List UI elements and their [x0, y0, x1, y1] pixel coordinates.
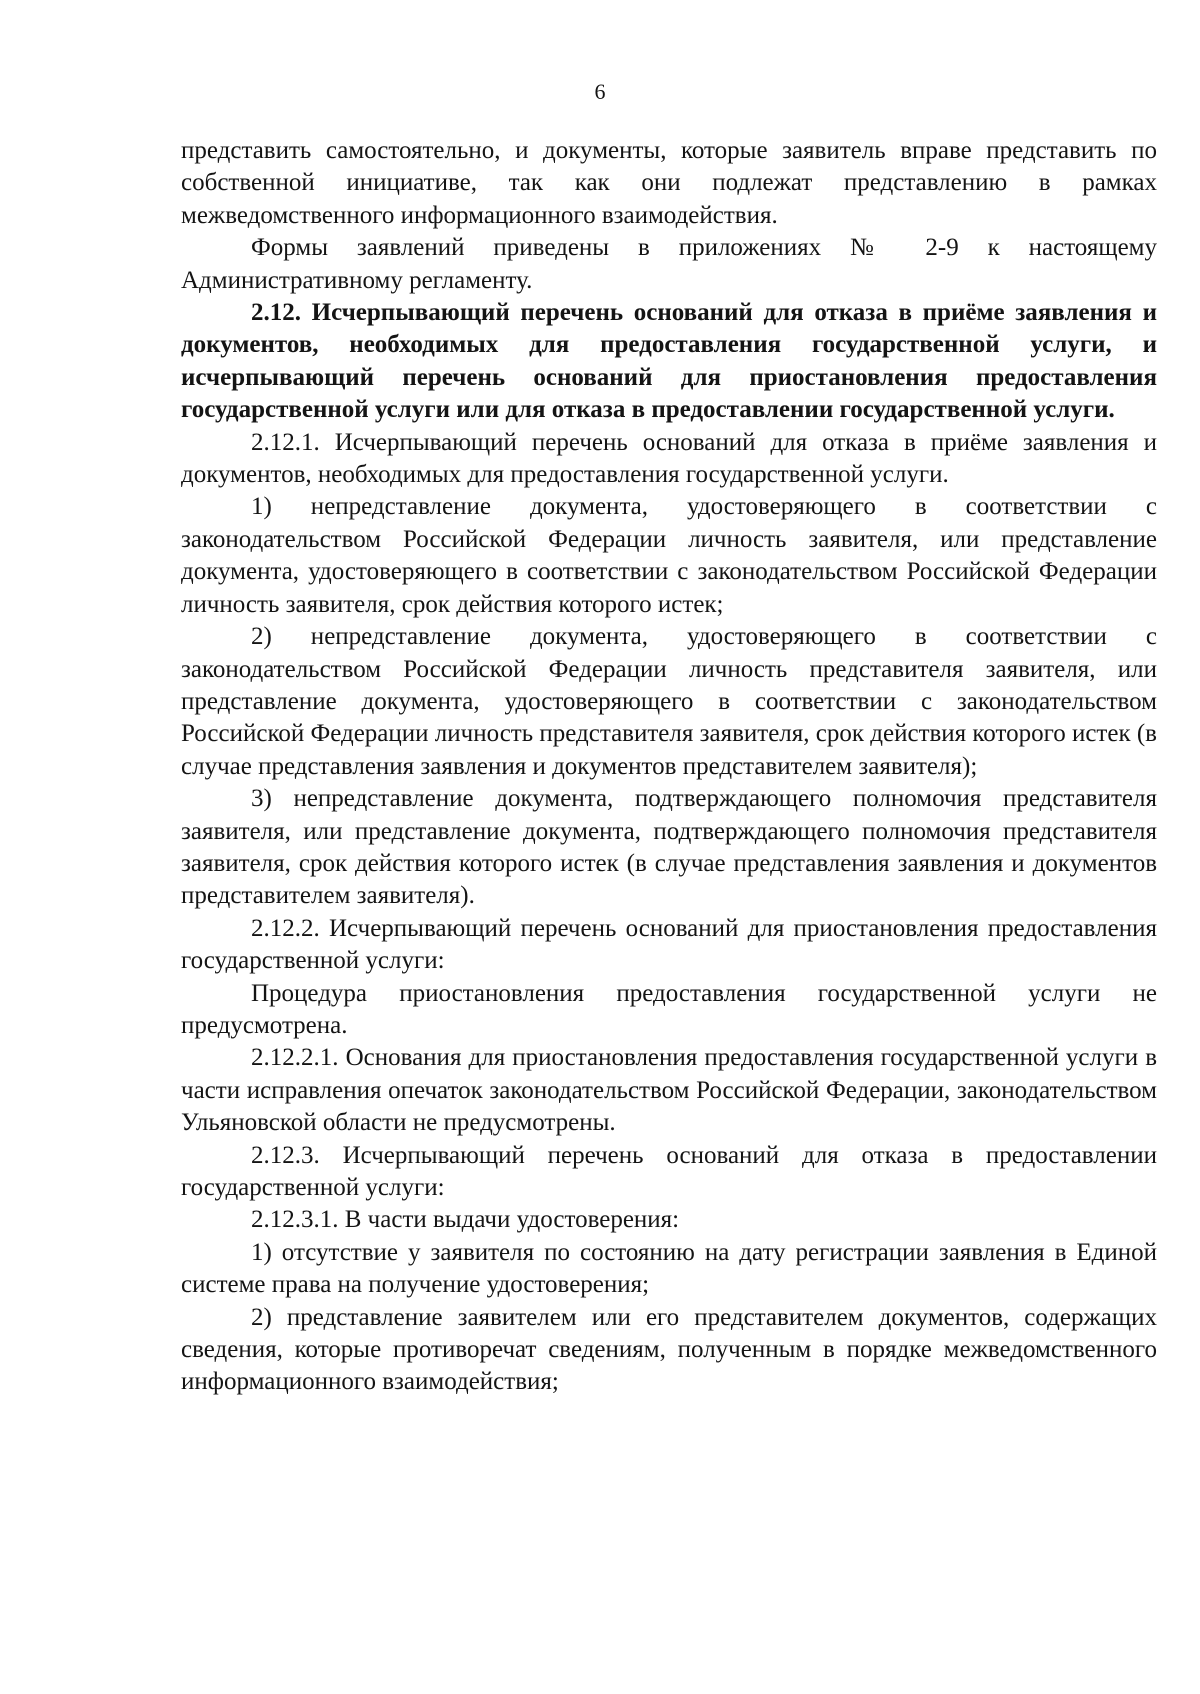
page-number: 6 — [594, 79, 606, 104]
list-item: 2) представление заявителем или его представителем документов, содержащих сведения, которые противоречат сведениям, полученным в порядке межведомственного информационного взаимодействия; — [181, 1303, 1157, 1396]
section-heading: 2.12. Исчерпывающий перечень оснований для отказа в приёме заявления и документов, необходимых для предоставления государственной услуги, и исчерпывающий перечень оснований для приостановления предоставления государственной услуги или для отказа в предоставлении государственной услуги. — [181, 299, 1157, 424]
list-item: 1) непредставление документа, удостоверяющего в соответствии с законодательством Российской Федерации личность заявителя, или представление документа, удостоверяющего в соответствии с законодательством Российской Федерации личность заявителя, срок действия которого истек; — [181, 493, 1157, 618]
document-body — [181, 135, 1157, 1399]
paragraph: 2.12.2.1. Основания для приостановления предоставления государственной услуги в части исправления опечаток законодательством Российской Федерации, законодательством Ульяновской области не предусмотрены. — [181, 1044, 1157, 1137]
paragraph: Формы заявлений приведены в приложениях № 2-9 к настоящему Административному регламенту. — [181, 234, 1157, 294]
paragraph: Процедура приостановления предоставления государственной услуги не предусмотрена. — [181, 979, 1157, 1039]
list-item: 3) непредставление документа, подтверждающего полномочия представителя заявителя, или представление документа, подтверждающего полномочия представителя заявителя, срок действия которого истек (в случае представления заявления и документов представителем заявителя). — [181, 785, 1157, 910]
paragraph: представить самостоятельно, и документы, которые заявитель вправе представить по собственной инициативе, так как они подлежат представлению в рамках межведомственного информационного взаимодействия. — [181, 137, 1157, 229]
paragraph: 2.12.1. Исчерпывающий перечень оснований для отказа в приёме заявления и документов, необходимых для предоставления государственной услуги. — [181, 428, 1157, 489]
paragraph: 2.12.3.1. В части выдачи удостоверения: — [251, 1206, 680, 1234]
list-item: 2) непредставление документа, удостоверяющего в соответствии с законодательством Российской Федерации личность представителя заявителя, или представление документа, удостоверяющего в соответствии с законодательством Российской Федерации личность представителя заявителя, срок действия которого истек (в случае представления заявления и документов представителем заявителя); — [181, 623, 1157, 780]
paragraph: 2.12.2. Исчерпывающий перечень оснований для приостановления предоставления государственной услуги: — [181, 914, 1157, 975]
list-item: 1) отсутствие у заявителя по состоянию на дату регистрации заявления в Единой системе права на получение удостоверения; — [181, 1238, 1157, 1299]
paragraph: 2.12.3. Исчерпывающий перечень оснований для отказа в предоставлении государственной услуги: — [181, 1141, 1157, 1201]
